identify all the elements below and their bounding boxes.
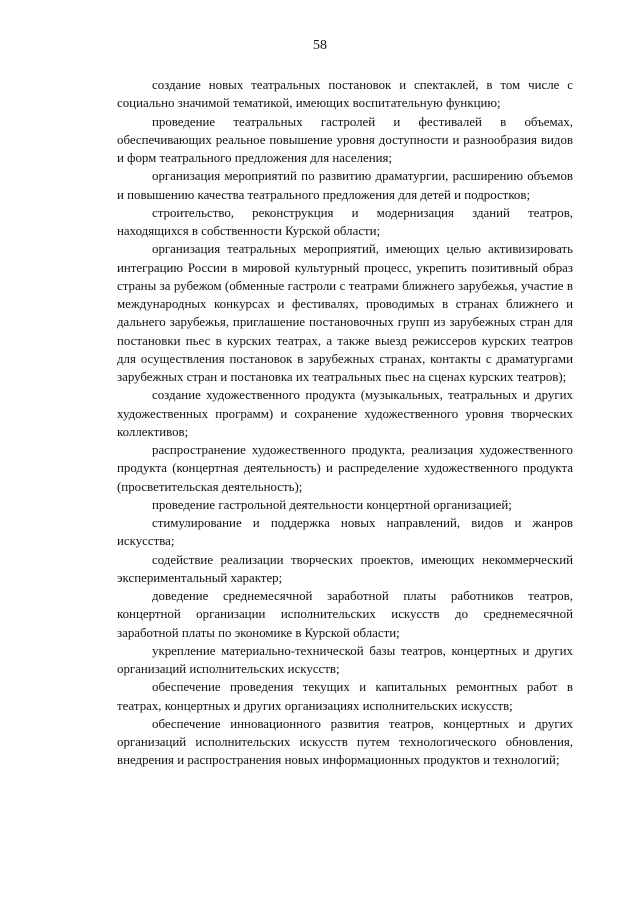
paragraph-new-productions: создание новых театральных постановок и спектаклей, в том числе с социально значимой тематикой, имеющих воспитательную функцию; [117,78,573,111]
paragraph-drama-development: организация мероприятий по развитию драматургии, расширению объемов и повышению качества театрального предложения для детей и подростков; [117,169,573,202]
paragraph-material-base: укрепление материально-технической базы театров, концертных и других организаций исполнительских искусств; [117,643,573,676]
paragraph-international-integration: организация театральных мероприятий, имеющих целью активизировать интеграцию России в мировой культурный процесс, укрепить позитивный образ страны за рубежом (обменные гастроли с театрами ближнего зарубежья, участие в международных конкурсах и фестивалях, проводимых в странах ближнего и дальнего зарубежья, приглашение постановочных групп из зарубежных стран для постановки пьес в курских театрах, а также выезд режиссеров курских театров для осуществления постановок в зарубежных странах, контакты с драматургами зарубежных стран и постановка их театральных пьес на сценах курских театров); [117,242,573,384]
paragraph-concert-touring: проведение гастрольной деятельности концертной организацией; [152,497,512,512]
paragraph-touring-festivals: проведение театральных гастролей и фестивалей в объемах, обеспечивающих реальное повышение уровня доступности и разнообразия видов и форм театрального предложения для населения; [117,114,573,165]
document-body [117,76,573,770]
page-number: 58 [313,38,327,53]
paragraph-innovation: обеспечение инновационного развития театров, концертных и других организаций исполнительских искусств путем технологического обновления, внедрения и распространения новых информационных продуктов и технологий; [117,716,573,768]
paragraph-repair-works: обеспечение проведения текущих и капитальных ремонтных работ в театрах, концертных и других организациях исполнительских искусств; [117,680,573,713]
paragraph-artistic-product: создание художественного продукта (музыкальных, театральных и других художественных программ) и сохранение художественного уровня творческих коллективов; [117,388,573,439]
paragraph-new-genres: стимулирование и поддержка новых направлений, видов и жанров искусства; [117,516,573,549]
paragraph-theatre-construction: строительство, реконструкция и модернизация зданий театров, находящихся в собственности Курской области; [117,205,573,238]
paragraph-experimental-projects: содействие реализации творческих проектов, имеющих некоммерческий экспериментальный характер; [117,552,573,585]
paragraph-product-distribution: распространение художественного продукта, реализация художественного продукта (концертная деятельность) и распределение художественного продукта (просветительская деятельность); [117,443,573,494]
paragraph-salaries: доведение среднемесячной заработной платы работников театров, концертной организации исполнительских искусств до среднемесячной заработной платы по экономике в Курской области; [117,589,573,640]
